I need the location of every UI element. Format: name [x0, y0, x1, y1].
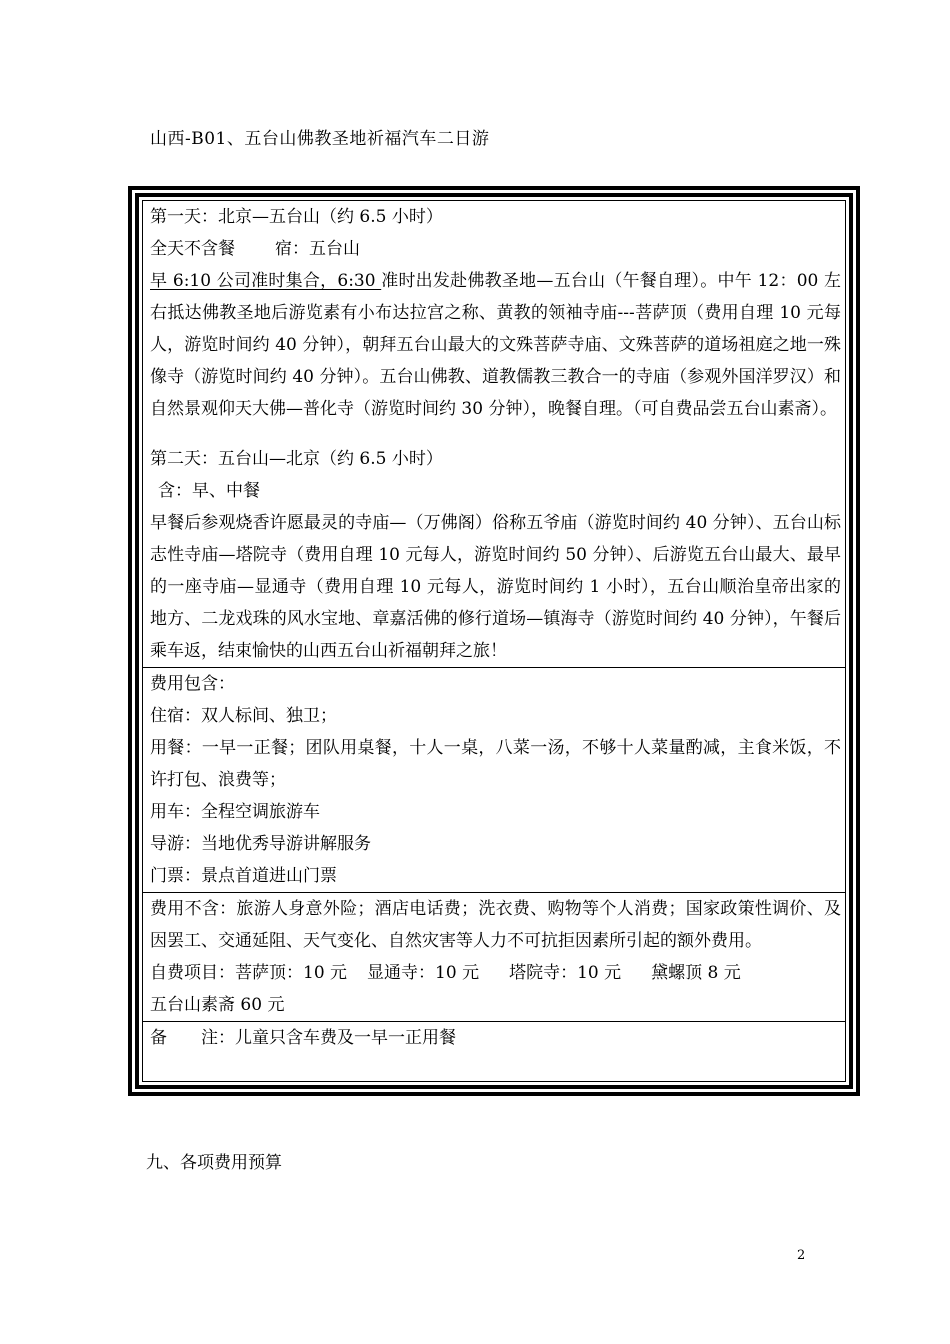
- remarks-label: 备 注：: [150, 1028, 235, 1048]
- remarks-cell: [143, 1022, 845, 1054]
- optional-item: 黛螺顶 8 元: [651, 963, 741, 983]
- optional-items: [150, 957, 841, 989]
- day1-lodging: 宿：五台山: [275, 239, 360, 259]
- included-header: 费用包含：: [150, 674, 235, 694]
- itinerary-days-cell: [143, 201, 845, 668]
- remarks-text: 儿童只含车费及一早一正用餐: [235, 1028, 456, 1048]
- day2-meals: 含：早、中餐: [158, 481, 260, 501]
- day1-meals-lodging: [150, 233, 841, 265]
- itinerary-table: [142, 200, 846, 1082]
- included-tickets: 门票：景点首道进山门票: [150, 866, 337, 886]
- day1-meals: 全天不含餐: [150, 239, 235, 259]
- optional-item: 菩萨顶：10 元: [235, 963, 348, 983]
- section-heading: 九、各项费用预算: [146, 1153, 282, 1173]
- optional-item: 五台山素斋 60 元: [150, 995, 285, 1015]
- page-number: 2: [797, 1248, 806, 1263]
- fees-excluded-cell: [143, 893, 845, 1022]
- excluded-text: 费用不含：旅游人身意外险；酒店电话费；洗衣费、购物等个人消费；国家政策性调价、及因罢工、交通延阻、天气变化、自然灾害等人力不可抗拒因素所引起的额外费用。: [150, 899, 841, 951]
- itinerary-frame: [128, 186, 860, 1096]
- optional-item: 塔院寺：10 元: [509, 963, 622, 983]
- optional-item: 显通寺：10 元: [367, 963, 480, 983]
- day2-header: 第二天：五台山—北京（约 6.5 小时）: [150, 449, 443, 469]
- day2-description: 早餐后参观烧香许愿最灵的寺庙—（万佛阁）俗称五爷庙（游览时间约 40 分钟）、五台山标志性寺庙—塔院寺（费用自理 10 元每人，游览时间约 50 分钟）、后游览五台山最大、最早的一座寺庙—显通寺（费用自理 10 元每人，游览时间约 1 小时），五台山顺治皇帝出家的地方、二龙戏珠的风水宝地、章嘉活佛的修行道场—镇海寺（游览时间约 40 分钟），午餐后乘车返，结束愉快的山西五台山祈福朝拜之旅！: [150, 513, 841, 661]
- included-lodging: 住宿：双人标间、独卫；: [150, 706, 337, 726]
- included-guide: 导游：当地优秀导游讲解服务: [150, 834, 371, 854]
- document-title: 山西-B01、五台山佛教圣地祈福汽车二日游: [150, 129, 490, 149]
- included-transport: 用车：全程空调旅游车: [150, 802, 320, 822]
- optional-label: 自费项目：: [150, 963, 235, 983]
- day1-description: [150, 265, 841, 425]
- fees-included-cell: [143, 668, 845, 893]
- day1-assembly-time: 早 6:10 公司准时集合，6:30: [150, 271, 382, 291]
- day1-header: 第一天：北京—五台山（约 6.5 小时）: [150, 207, 443, 227]
- remarks: [150, 1022, 841, 1054]
- day1-text: 准时出发赴佛教圣地—五台山（午餐自理）。中午 12：00 左右抵达佛教圣地后游览素有小布达拉宫之称、黄教的领袖寺庙---菩萨顶（费用自理 10 元每人，游览时间约 40 分钟），朝拜五台山最大的文殊菩萨寺庙、文殊菩萨的道场祖庭之地一殊像寺（游览时间约 40 分钟）。五台山佛教、道教儒教三教合一的寺庙（参观外国洋罗汉）和自然景观仰天大佛—普化寺（游览时间约 30 分钟），晚餐自理。（可自费品尝五台山素斋）。: [150, 271, 841, 419]
- included-meals: 用餐：一早一正餐；团队用桌餐，十人一桌，八菜一汤，不够十人菜量酌减，主食米饭，不许打包、浪费等；: [150, 738, 841, 790]
